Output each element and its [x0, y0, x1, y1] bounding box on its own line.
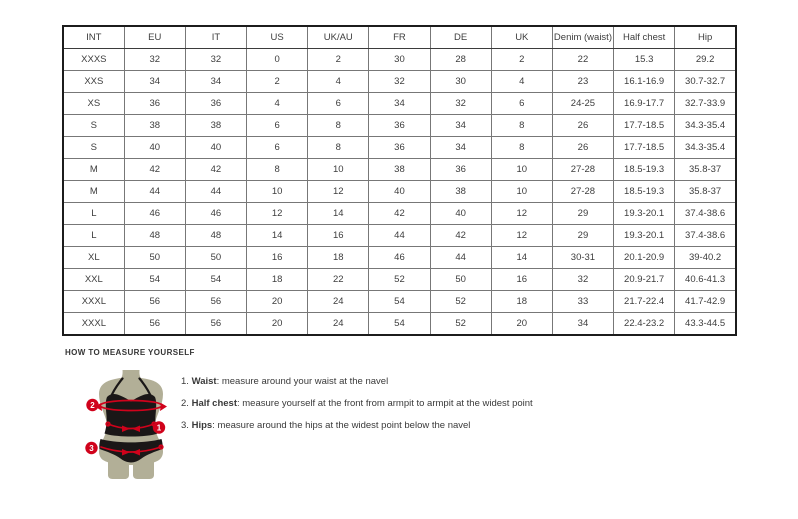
- instruction-number: 1.: [181, 376, 189, 387]
- size-cell: 10: [491, 159, 552, 181]
- size-cell: 4: [491, 71, 552, 93]
- size-cell: 32: [430, 93, 491, 115]
- size-cell: 10: [491, 181, 552, 203]
- size-cell: 4: [247, 93, 308, 115]
- size-cell: 4: [308, 71, 369, 93]
- size-cell: 36: [124, 93, 185, 115]
- column-header: FR: [369, 26, 430, 49]
- size-cell: 18.5-19.3: [614, 159, 675, 181]
- size-cell: 38: [124, 115, 185, 137]
- size-cell: 40.6-41.3: [675, 269, 736, 291]
- size-cell: 29: [552, 225, 613, 247]
- size-cell: 20: [247, 291, 308, 313]
- size-cell: 56: [124, 291, 185, 313]
- size-cell: 27-28: [552, 181, 613, 203]
- size-cell: 2: [491, 49, 552, 71]
- size-cell: 35.8-37: [675, 159, 736, 181]
- size-table-header: [63, 26, 736, 49]
- size-cell: 40: [430, 203, 491, 225]
- size-cell: 46: [185, 203, 246, 225]
- size-cell: 8: [491, 137, 552, 159]
- size-cell: 44: [185, 181, 246, 203]
- size-cell: 40: [185, 137, 246, 159]
- table-row: [63, 137, 736, 159]
- instruction-separator: :: [212, 420, 215, 431]
- size-cell: 35.8-37: [675, 181, 736, 203]
- header-row: [63, 26, 736, 49]
- size-cell: 36: [369, 115, 430, 137]
- size-cell: XXS: [63, 71, 124, 93]
- size-cell: 8: [247, 159, 308, 181]
- size-cell: XXL: [63, 269, 124, 291]
- instruction-text: measure around your waist at the navel: [221, 376, 389, 387]
- size-cell: 44: [124, 181, 185, 203]
- column-header: IT: [185, 26, 246, 49]
- size-cell: 2: [247, 71, 308, 93]
- size-cell: 29: [552, 203, 613, 225]
- size-cell: 34.3-35.4: [675, 115, 736, 137]
- size-cell: L: [63, 203, 124, 225]
- size-cell: 43.3-44.5: [675, 313, 736, 336]
- size-cell: 37.4-38.6: [675, 225, 736, 247]
- instruction-label: Hips: [191, 420, 213, 431]
- size-cell: 41.7-42.9: [675, 291, 736, 313]
- size-cell: L: [63, 225, 124, 247]
- table-row: [63, 159, 736, 181]
- table-row: [63, 247, 736, 269]
- column-header: DE: [430, 26, 491, 49]
- size-cell: 6: [308, 93, 369, 115]
- table-row: [63, 93, 736, 115]
- measure-section-heading: HOW TO MEASURE YOURSELF: [65, 348, 195, 357]
- size-cell: 16: [247, 247, 308, 269]
- size-cell: 56: [185, 313, 246, 336]
- size-cell: 42: [185, 159, 246, 181]
- size-cell: 24: [308, 313, 369, 336]
- size-cell: 50: [124, 247, 185, 269]
- size-cell: 46: [124, 203, 185, 225]
- instruction-number: 2.: [181, 398, 189, 409]
- size-cell: 54: [369, 291, 430, 313]
- instruction-separator: :: [216, 376, 220, 387]
- size-cell: 44: [430, 247, 491, 269]
- size-cell: 16: [308, 225, 369, 247]
- size-cell: 30-31: [552, 247, 613, 269]
- waist-badge: [153, 421, 165, 433]
- instruction-label: Half chest: [191, 398, 237, 409]
- size-cell: 42: [430, 225, 491, 247]
- size-cell: 18.5-19.3: [614, 181, 675, 203]
- size-cell: 36: [369, 137, 430, 159]
- size-cell: 32.7-33.9: [675, 93, 736, 115]
- size-cell: 14: [247, 225, 308, 247]
- table-row: [63, 203, 736, 225]
- size-cell: 26: [552, 137, 613, 159]
- size-cell: 28: [430, 49, 491, 71]
- waist-badge-number: 1: [156, 423, 162, 433]
- size-cell: 54: [124, 269, 185, 291]
- size-cell: 52: [369, 269, 430, 291]
- size-cell: 54: [185, 269, 246, 291]
- size-cell: 37.4-38.6: [675, 203, 736, 225]
- size-table: [62, 25, 737, 336]
- size-cell: 34: [552, 313, 613, 336]
- size-cell: 27-28: [552, 159, 613, 181]
- size-cell: 48: [185, 225, 246, 247]
- size-cell: 14: [308, 203, 369, 225]
- size-cell: 40: [124, 137, 185, 159]
- size-cell: 22.4-23.2: [614, 313, 675, 336]
- table-row: [63, 225, 736, 247]
- measurement-figure-illustration: [77, 369, 185, 481]
- size-cell: 34: [369, 93, 430, 115]
- size-cell: 34: [430, 115, 491, 137]
- size-cell: 10: [308, 159, 369, 181]
- size-cell: 39-40.2: [675, 247, 736, 269]
- size-cell: 40: [369, 181, 430, 203]
- size-cell: 16: [491, 269, 552, 291]
- size-cell: 50: [430, 269, 491, 291]
- size-cell: 19.3-20.1: [614, 225, 675, 247]
- size-cell: 56: [124, 313, 185, 336]
- size-cell: 12: [308, 181, 369, 203]
- size-cell: 33: [552, 291, 613, 313]
- size-cell: M: [63, 181, 124, 203]
- instruction-text: measure yourself at the front from armpit to armpit at the widest point: [242, 398, 533, 409]
- size-cell: 38: [369, 159, 430, 181]
- column-header: UK/AU: [308, 26, 369, 49]
- column-header: US: [247, 26, 308, 49]
- table-row: [63, 49, 736, 71]
- size-cell: 38: [430, 181, 491, 203]
- size-cell: 52: [430, 291, 491, 313]
- size-cell: 2: [308, 49, 369, 71]
- column-header: Hip: [675, 26, 736, 49]
- size-cell: 8: [308, 115, 369, 137]
- size-cell: 38: [185, 115, 246, 137]
- size-cell: 8: [308, 137, 369, 159]
- size-cell: 22: [308, 269, 369, 291]
- size-cell: XXXL: [63, 291, 124, 313]
- size-cell: XS: [63, 93, 124, 115]
- size-table-body: [63, 49, 736, 336]
- table-row: [63, 291, 736, 313]
- chest-badge: [86, 399, 98, 411]
- measure-instruction: [181, 420, 533, 442]
- size-cell: XXXS: [63, 49, 124, 71]
- size-cell: 32: [185, 49, 246, 71]
- size-cell: 19.3-20.1: [614, 203, 675, 225]
- size-cell: 50: [185, 247, 246, 269]
- size-cell: 6: [491, 93, 552, 115]
- size-cell: 14: [491, 247, 552, 269]
- size-cell: S: [63, 115, 124, 137]
- size-cell: 34: [124, 71, 185, 93]
- size-cell: 23: [552, 71, 613, 93]
- table-row: [63, 313, 736, 336]
- size-cell: 54: [369, 313, 430, 336]
- size-cell: 20.1-20.9: [614, 247, 675, 269]
- size-cell: 26: [552, 115, 613, 137]
- size-cell: 36: [185, 93, 246, 115]
- table-row: [63, 71, 736, 93]
- size-cell: 16.9-17.7: [614, 93, 675, 115]
- size-cell: 42: [124, 159, 185, 181]
- size-cell: 32: [124, 49, 185, 71]
- size-cell: 22: [552, 49, 613, 71]
- size-cell: 32: [369, 71, 430, 93]
- size-cell: 8: [491, 115, 552, 137]
- instruction-separator: :: [236, 398, 240, 409]
- size-cell: 46: [369, 247, 430, 269]
- measure-instruction: [181, 398, 533, 420]
- column-header: EU: [124, 26, 185, 49]
- size-cell: 52: [430, 313, 491, 336]
- size-cell: XXXL: [63, 313, 124, 336]
- size-cell: 6: [247, 137, 308, 159]
- size-cell: 20: [247, 313, 308, 336]
- size-cell: 17.7-18.5: [614, 137, 675, 159]
- size-cell: 20.9-21.7: [614, 269, 675, 291]
- size-cell: 18: [308, 247, 369, 269]
- size-cell: 29.2: [675, 49, 736, 71]
- size-cell: 0: [247, 49, 308, 71]
- size-cell: 12: [491, 225, 552, 247]
- size-cell: 10: [247, 181, 308, 203]
- size-cell: S: [63, 137, 124, 159]
- size-cell: 20: [491, 313, 552, 336]
- measure-instruction: [181, 376, 533, 398]
- column-header: INT: [63, 26, 124, 49]
- instruction-label: Waist: [191, 376, 217, 387]
- measure-instructions: [181, 376, 533, 442]
- size-cell: 15.3: [614, 49, 675, 71]
- hip-badge-number: 3: [89, 444, 94, 453]
- size-cell: 21.7-22.4: [614, 291, 675, 313]
- table-row: [63, 181, 736, 203]
- size-cell: 30.7-32.7: [675, 71, 736, 93]
- size-cell: 17.7-18.5: [614, 115, 675, 137]
- size-cell: 34: [430, 137, 491, 159]
- size-cell: 18: [491, 291, 552, 313]
- size-cell: 36: [430, 159, 491, 181]
- size-cell: 12: [491, 203, 552, 225]
- size-cell: 34: [185, 71, 246, 93]
- size-cell: 34.3-35.4: [675, 137, 736, 159]
- size-cell: 16.1-16.9: [614, 71, 675, 93]
- instruction-number: 3.: [181, 420, 189, 431]
- size-cell: 6: [247, 115, 308, 137]
- size-cell: 44: [369, 225, 430, 247]
- size-cell: 18: [247, 269, 308, 291]
- size-cell: 42: [369, 203, 430, 225]
- column-header: Half chest: [614, 26, 675, 49]
- size-cell: 30: [430, 71, 491, 93]
- column-header: UK: [491, 26, 552, 49]
- column-header: Denim (waist): [552, 26, 613, 49]
- size-cell: M: [63, 159, 124, 181]
- size-cell: XL: [63, 247, 124, 269]
- instruction-text: measure around the hips at the widest point below the navel: [217, 420, 471, 431]
- size-cell: 32: [552, 269, 613, 291]
- hip-badge: [85, 442, 97, 454]
- size-cell: 48: [124, 225, 185, 247]
- size-cell: 12: [247, 203, 308, 225]
- size-cell: 24-25: [552, 93, 613, 115]
- table-row: [63, 115, 736, 137]
- size-cell: 24: [308, 291, 369, 313]
- chest-badge-number: 2: [90, 401, 95, 410]
- size-cell: 56: [185, 291, 246, 313]
- table-row: [63, 269, 736, 291]
- size-cell: 30: [369, 49, 430, 71]
